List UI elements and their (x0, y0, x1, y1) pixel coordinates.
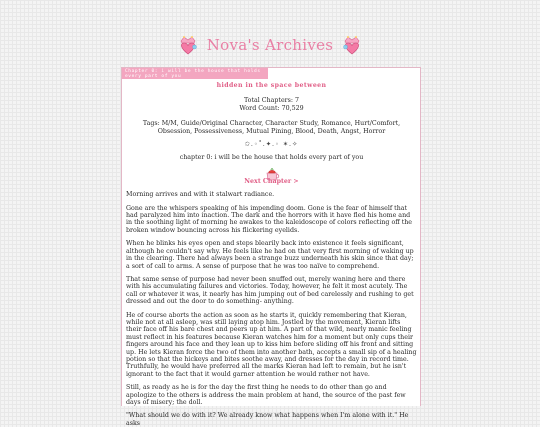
next-chapter-row (126, 166, 417, 185)
chapter-body (126, 191, 417, 427)
chapter-paragraph: "What should we do with it? We already know what happens when I'm alone with it." He asks (126, 412, 409, 427)
chapter-paragraph: Morning arrives and with it stalwart radiance. (126, 191, 275, 199)
chapter-paragraph: Gone are the whispers speaking of his impending doom. Gone is the fear of himself that had paralyzed him into inaction. The dark and the horrors with it have fled his home and in the soothing light of morning he awakes to the kaleidoscope of colors reflecting off the broken window bouncing across his flickering eyelids. (126, 204, 413, 234)
chapter-content (122, 79, 420, 427)
chapter-title: chapter 0: i will be the house that holds every part of you (179, 154, 364, 162)
crown-heart-icon (177, 34, 199, 56)
chapter-paragraph: He of course aborts the action as soon as he starts it, quickly remembering that Kieran, while not at all asleep, was still laying atop him. Jostled by the movement, Kieran lifts their face off his bare chest and peers up at him. A part of that wild, nearly manic feeling must reflect in his features because Kieran watches him for a moment but only cups their fingers around his face and they lean up to kiss him before sliding off his front and sitting up. He lets Kieran force the two of them into another bath, accepts a small sip of a healing potion so that the hickeys and bites soothe away, and dresses for the day in record time. Truthfully, he would have preferred all the marks Kieran had left to remain, but he isn't ignorant to the fact that it would garner attention he would rather not have. (126, 311, 417, 378)
total-chapters: Total Chapters: 7 (243, 97, 300, 105)
crown-heart-icon (341, 34, 363, 56)
work-tags: Tags: M/M, Guide/Original Character, Character Study, Romance, Hurt/Comfort, Obsession, Possessiveness, Mutual Pining, Blood, Death, Angst, Horror (142, 120, 401, 135)
divider: ✩.◦˚.✦.◦ ✶.✧ (244, 141, 299, 149)
breadcrumb: Chapter 0: i will be the house that holds every part of you (122, 68, 268, 79)
chapter-paragraph: When he blinks his eyes open and steps blearily back into existence it feels significant, although he couldn't say why. He feels like he had on that very first morning of waking up in the clearing. There had always been a strange buzz underneath his skin since that day; a sort of call to arms. A sense of purpose that he was too naïve to comprehend. (126, 240, 414, 270)
word-count: Word Count: 70,529 (239, 104, 304, 112)
work-stats (126, 97, 417, 112)
chapter-paragraph: That same sense of purpose had never been snuffed out, merely waning here and there with his accumulating failures and victories. Today, however, he felt it most acutely. The call or whatever it was, it nearly has him jumping out of bed carelessly and rushing to get dressed and out the door to do something- anything. (126, 275, 414, 306)
work-title[interactable]: hidden in the space between (216, 82, 327, 89)
next-chapter-link[interactable]: Next Chapter > (244, 177, 299, 185)
site-title[interactable]: Nova's Archives (206, 36, 334, 54)
chapter-panel (121, 67, 421, 427)
site-header (0, 30, 540, 60)
chapter-paragraph: Still, as ready as he is for the day the first thing he needs to do other than go and apologize to the others is address the main problem at hand, the source of the past few days of misery; the doll. (126, 384, 406, 406)
